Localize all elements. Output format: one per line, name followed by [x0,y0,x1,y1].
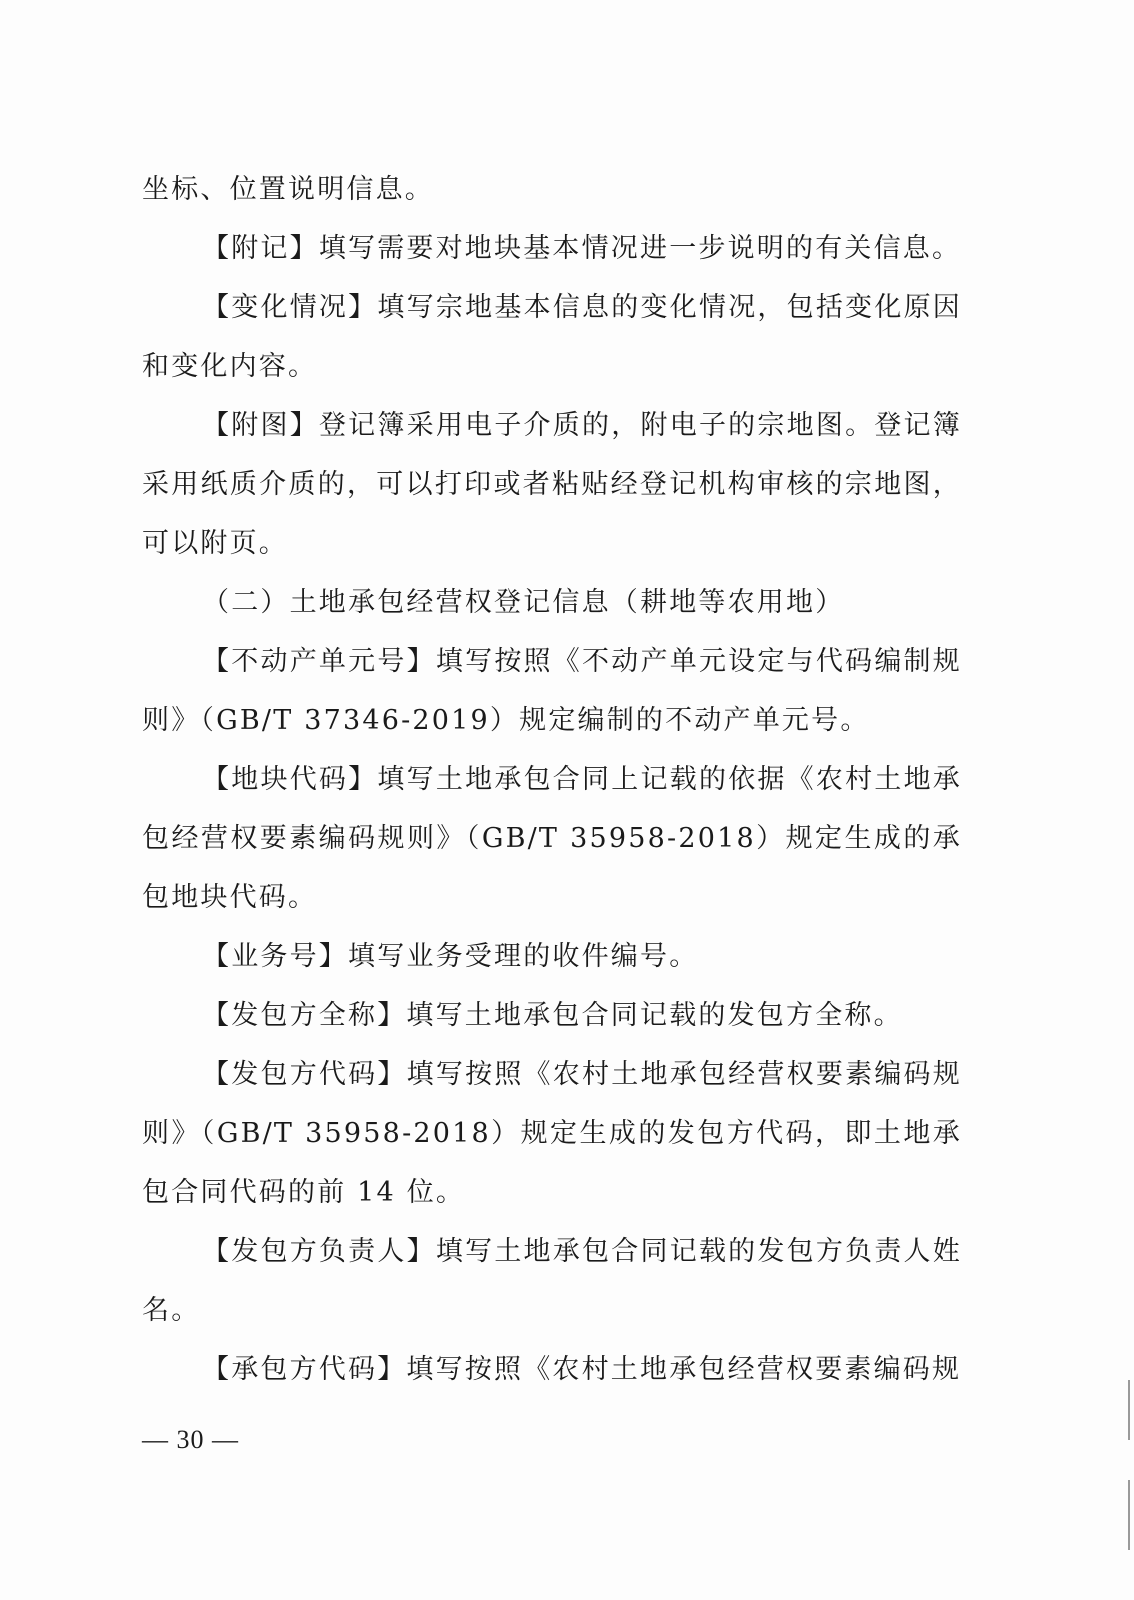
scan-edge-mark [1128,1480,1130,1550]
field-label: 【变化情况】 [202,292,378,323]
paragraph-contractor-name [142,986,962,1045]
paragraph-text: 填写按照《农村土地承包经营权要素编码规 [406,1354,962,1385]
paragraph-business-number [142,927,962,986]
paragraph-text: 填写业务受理的收件编号。 [348,941,699,972]
paragraph-text: 填写土地承包合同记载的发包方负责人姓名。 [142,1236,962,1326]
paragraph-text: 填写土地承包合同记载的发包方全称。 [406,1000,903,1031]
paragraph-text: 填写需要对地块基本情况进一步说明的有关信息。 [318,233,962,264]
paragraph-text: 填写按照《不动产单元设定与代码编制规则》（GB/T 37346-2019）规定编制的不动产单元号。 [142,646,962,736]
field-label: 【地块代码】 [202,764,378,795]
field-label: 【发包方全称】 [202,1000,407,1031]
paragraph-text: 填写土地承包合同上记载的依据《农村土地承包经营权要素编码规则》（GB/T 35958-2018）规定生成的承包地块代码。 [142,764,963,913]
section-heading [142,573,962,632]
field-label: 【发包方代码】 [202,1059,407,1090]
field-label: 【业务号】 [202,941,348,972]
paragraph-text: 填写按照《农村土地承包经营权要素编码规则》（GB/T 35958-2018）规定生成的发包方代码，即土地承包合同代码的前 14 位。 [142,1059,962,1208]
paragraph-location-info [142,160,962,219]
paragraph-contractor-leader [142,1222,962,1340]
scan-edge-mark [1128,1380,1130,1440]
paragraph-plot-code [142,750,962,927]
field-label: 【附记】 [202,233,319,264]
paragraph-unit-number [142,632,962,750]
paragraph-text: 填写宗地基本信息的变化情况，包括变化原因和变化内容。 [142,292,963,382]
paragraph-text: 登记簿采用电子介质的，附电子的宗地图。登记簿采用纸质介质的，可以打印或者粘贴经登记机构审核的宗地图，可以附页。 [142,410,962,559]
paragraph-text: 坐标、位置说明信息。 [142,174,434,205]
paragraph-attached-map [142,396,962,573]
paragraph-change-status [142,278,962,396]
section-heading-text: （二）土地承包经营权登记信息（耕地等农用地） [202,587,845,618]
document-body [142,160,962,1399]
page-number: — 30 — [142,1425,239,1454]
paragraph-contractee-code [142,1340,962,1399]
field-label: 【承包方代码】 [202,1354,407,1385]
field-label: 【不动产单元号】 [202,646,436,677]
paragraph-appendix-note [142,219,962,278]
field-label: 【附图】 [202,410,319,441]
field-label: 【发包方负责人】 [202,1236,436,1267]
paragraph-contractor-code [142,1045,962,1222]
